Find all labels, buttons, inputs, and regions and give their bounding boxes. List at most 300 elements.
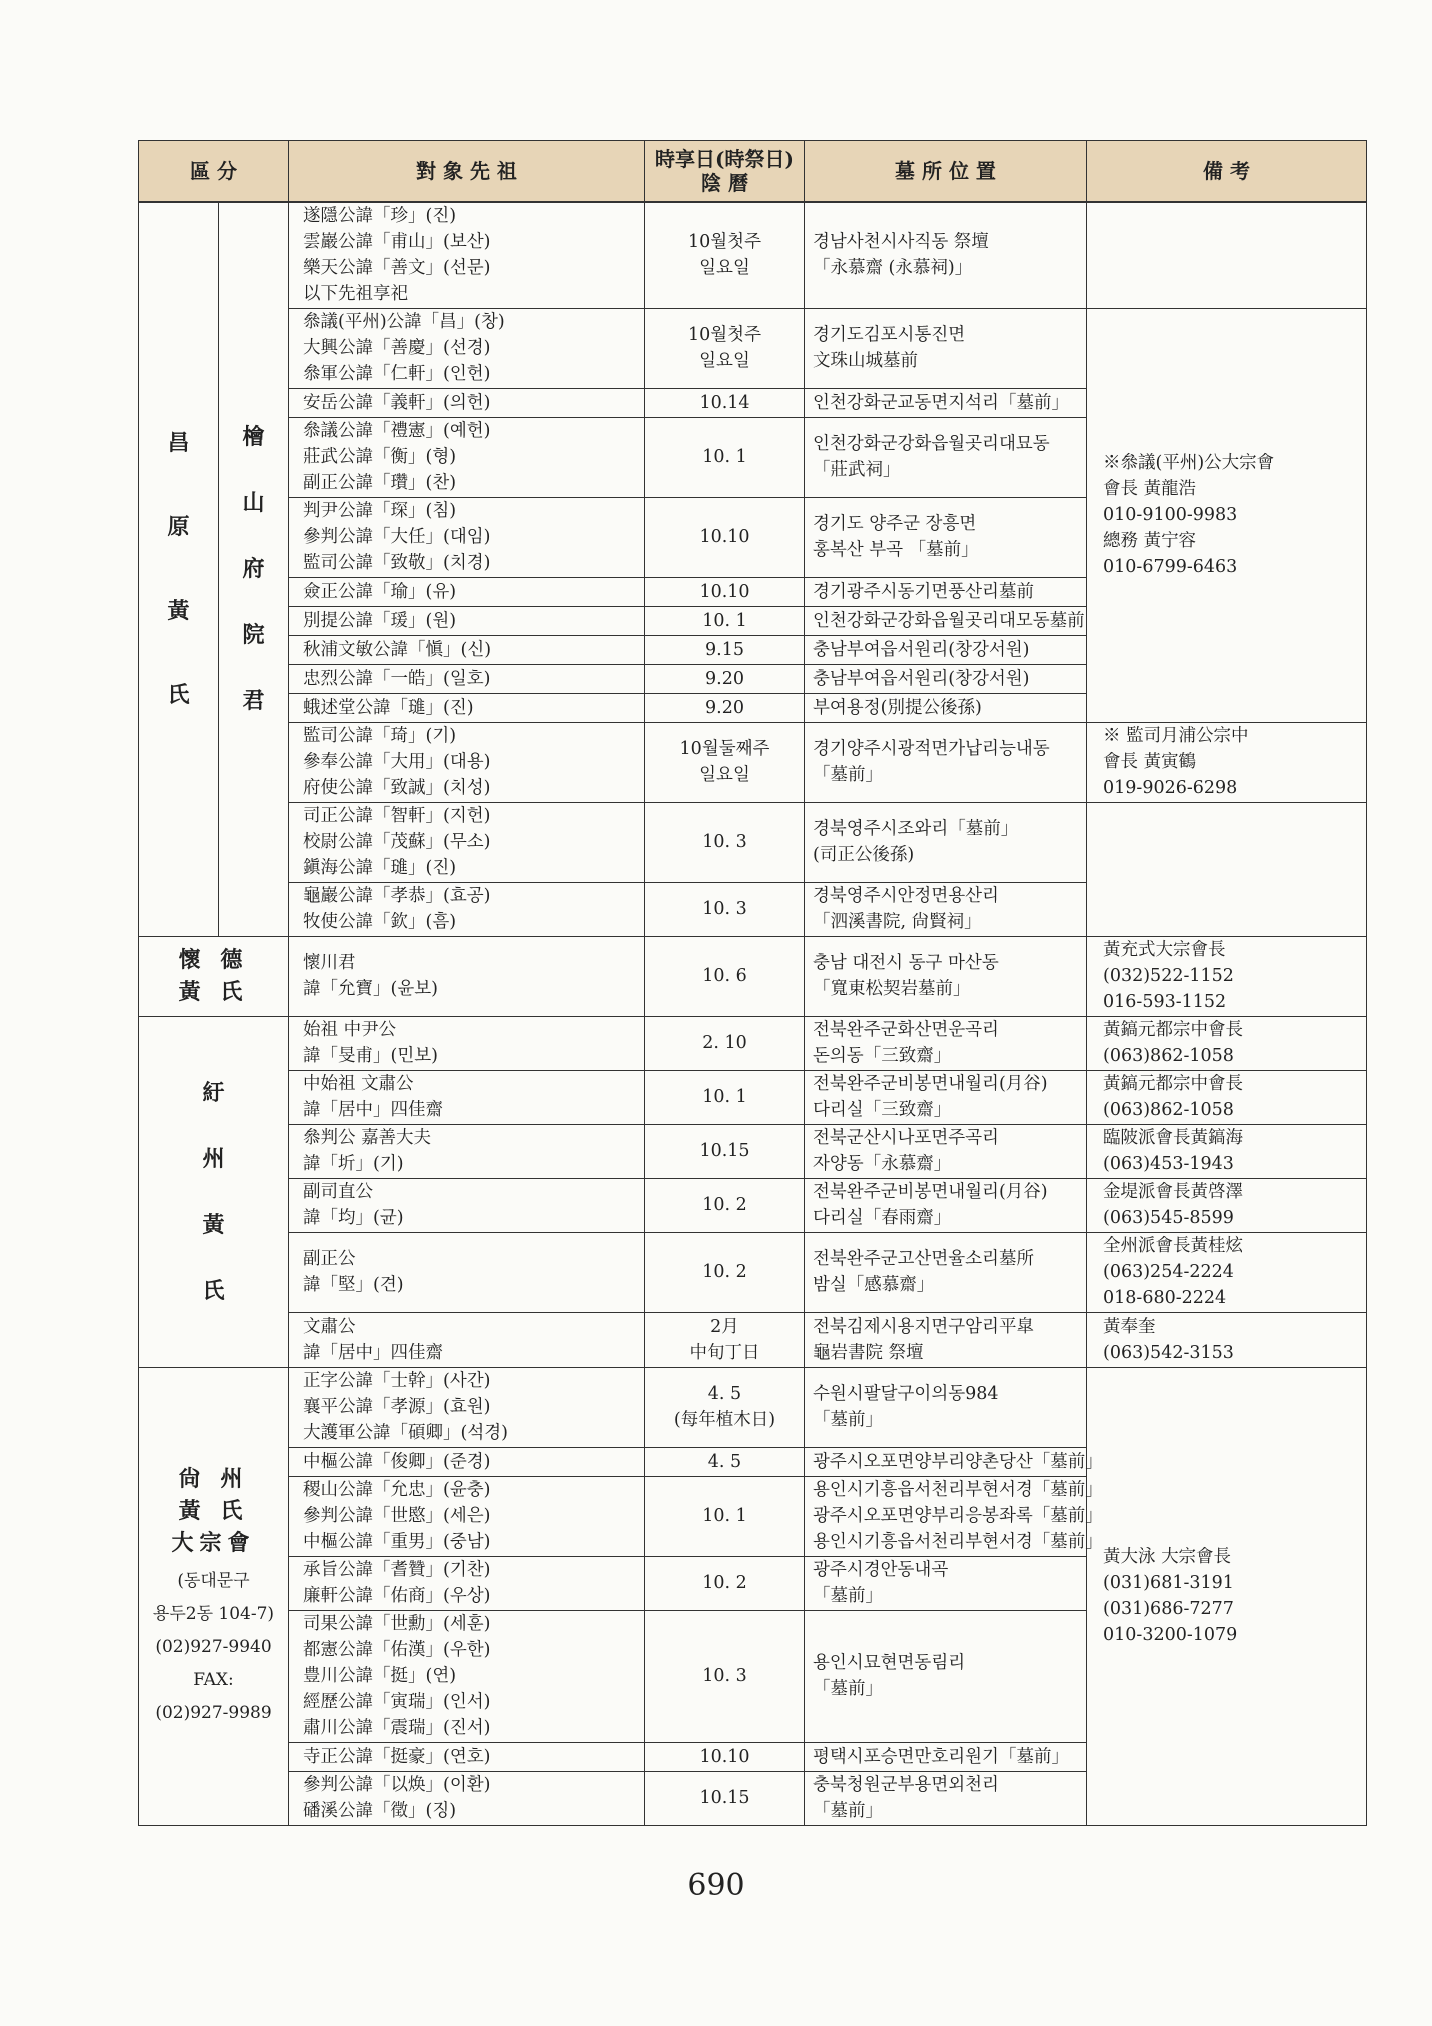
location-cell-line: 「莊武祠」	[813, 460, 901, 480]
date-cell	[645, 1771, 805, 1825]
note-cell-line: (063)862-1058	[1103, 1046, 1234, 1066]
ancestor-cell-line: 副司直公	[303, 1182, 373, 1202]
clan-yuju-cell	[139, 1016, 289, 1367]
location-cell-line: 전북완주군화산면운곡리	[813, 1020, 999, 1040]
date-cell	[645, 1610, 805, 1742]
ancestor-cell-line: 都憲公諱「佑漢」(우한)	[303, 1640, 491, 1660]
date-cell	[645, 577, 805, 606]
clan-name-line: 黃 氏	[178, 1497, 249, 1524]
date-cell	[645, 1124, 805, 1178]
ancestor-cell	[289, 1016, 645, 1070]
table-row	[139, 1070, 1367, 1124]
location-cell-line: 돈의동「三致齋」	[813, 1046, 952, 1066]
location-cell-line: 다리실「春雨齋」	[813, 1208, 952, 1228]
ancestor-cell	[289, 882, 645, 936]
date-cell-line: 10.10	[699, 1746, 750, 1767]
location-cell-line: 평택시포승면만호리원기「墓前」	[813, 1746, 1069, 1767]
location-cell-line: 전북완주군비봉면내월리(月谷)	[813, 1182, 1048, 1202]
clan-changwon-cell	[139, 202, 219, 936]
date-cell-line: 9.20	[705, 668, 744, 689]
location-cell	[805, 936, 1087, 1016]
ancestor-cell-line: 文肅公	[303, 1316, 356, 1337]
ancestor-cell-line: 副正公諱「瓚」(찬)	[303, 473, 457, 493]
date-cell-line: 10. 3	[702, 1666, 747, 1686]
note-cell	[1087, 722, 1367, 802]
clan-char: 君	[242, 688, 265, 715]
location-cell	[805, 1124, 1087, 1178]
location-cell-line: 경기양주시광적면가납리능내동	[813, 739, 1050, 759]
location-cell	[805, 1610, 1087, 1742]
location-cell-line: 인천강화군교동면지석리「墓前」	[813, 392, 1069, 413]
note-cell-line: 016-593-1152	[1103, 992, 1227, 1012]
date-cell	[645, 693, 805, 722]
location-cell-line: 경북영주시안정면용산리	[813, 886, 999, 906]
ancestor-cell	[289, 202, 645, 308]
date-cell-line: 4. 5	[707, 1451, 742, 1472]
ancestor-cell-line: 中樞公諱「重男」(중남)	[303, 1532, 491, 1552]
location-cell	[805, 1232, 1087, 1312]
note-cell-line: (063)453-1943	[1103, 1154, 1234, 1174]
ancestor-cell-line: 中始祖 文肅公	[303, 1074, 414, 1094]
ancestor-cell-line: 司正公諱「智軒」(지헌)	[303, 806, 491, 826]
ancestor-cell-line: 大興公諱「善慶」(선경)	[303, 338, 491, 358]
location-cell	[805, 1556, 1087, 1610]
location-cell	[805, 1312, 1087, 1367]
location-cell	[805, 635, 1087, 664]
location-cell	[805, 1742, 1087, 1771]
note-cell-line: 018-680-2224	[1103, 1288, 1227, 1308]
location-cell-line: 「墓前」	[813, 1586, 883, 1606]
date-cell	[645, 882, 805, 936]
date-cell-line: 10. 6	[702, 966, 747, 986]
date-cell	[645, 1016, 805, 1070]
location-cell-line: 「墓前」	[813, 765, 883, 785]
table-row	[139, 1367, 1367, 1447]
ancestor-cell	[289, 417, 645, 497]
date-cell-line: 9.15	[705, 639, 744, 660]
ancestor-cell-line: 副正公	[303, 1249, 356, 1269]
ancestor-cell-line: 正字公諱「士幹」(사간)	[303, 1371, 491, 1391]
date-cell	[645, 388, 805, 417]
clan-hoedeok-cell	[139, 936, 289, 1016]
ancestor-cell-line: 監司公諱「琦」(기)	[303, 726, 457, 746]
date-cell-line: 2. 10	[702, 1033, 747, 1053]
ancestor-cell-line: 秋浦文敏公諱「愼」(신)	[303, 639, 492, 660]
location-cell	[805, 1178, 1087, 1232]
location-cell-line: 수원시팔달구이의동984	[813, 1384, 999, 1404]
date-cell-line: 10. 3	[702, 899, 747, 919]
ancestor-cell	[289, 722, 645, 802]
ancestor-cell-line: 磻溪公諱「徵」(징)	[303, 1801, 457, 1821]
clan-address-line: 용두2동 104-7)	[152, 1603, 275, 1624]
date-cell	[645, 1232, 805, 1312]
location-cell	[805, 606, 1087, 635]
ancestor-cell-line: 懷川君	[303, 953, 356, 973]
location-cell-line: 전북완주군비봉면내월리(月谷)	[813, 1074, 1048, 1094]
location-cell	[805, 308, 1087, 388]
ancestor-cell-line: 監司公諱「致敬」(치경)	[303, 553, 491, 573]
date-cell	[645, 1367, 805, 1447]
location-cell	[805, 1447, 1103, 1476]
table-row	[139, 1232, 1367, 1312]
note-cell-line: 全州派會長黃桂炫	[1103, 1236, 1243, 1256]
header-ancestor: 對 象 先 祖	[289, 141, 645, 203]
table-row	[139, 1016, 1367, 1070]
ancestor-cell-line: 判尹公諱「琛」(침)	[303, 501, 457, 521]
location-cell-line: 「永慕齋 (永慕祠)」	[813, 258, 973, 279]
location-cell-line: 경기도 양주군 장흥면	[813, 514, 977, 534]
clan-char: 氏	[202, 1277, 225, 1304]
location-cell	[805, 664, 1087, 693]
location-cell-line: 인천강화군강화읍월곳리대모동墓前	[813, 610, 1085, 631]
clan-address-line: FAX:	[193, 1669, 234, 1690]
table-row	[139, 202, 1367, 308]
ancestor-cell-line: 諱「旻甫」(민보)	[303, 1046, 438, 1066]
clan-name-line: 黃 氏	[178, 979, 249, 1005]
location-cell-line: 용인시묘현면동림리	[813, 1653, 966, 1673]
clan-name-line: 懷 德	[178, 947, 249, 973]
note-cell	[1087, 1016, 1367, 1070]
location-cell-line: 경남사천시사직동 祭壇	[813, 232, 989, 253]
location-cell-line: 충남부여읍서원리(창강서원)	[813, 668, 1030, 689]
header-division: 區 分	[139, 141, 289, 203]
table-row	[139, 722, 1367, 802]
date-cell	[645, 664, 805, 693]
ancestor-cell	[289, 635, 645, 664]
table-row	[139, 802, 1367, 882]
date-cell	[645, 1178, 805, 1232]
table-row	[139, 308, 1367, 388]
note-cell	[1087, 202, 1367, 308]
table-row	[139, 936, 1367, 1016]
ancestor-cell-line: 叅軍公諱「仁軒」(인헌)	[303, 364, 491, 384]
ancestor-cell-line: 諱「堅」(견)	[303, 1275, 404, 1295]
ancestral-rites-table	[138, 140, 1367, 1826]
clan-char: 院	[242, 622, 265, 649]
ancestor-cell-line: 蛾述堂公諱「璡」(진)	[303, 697, 474, 718]
date-cell-line: 10.15	[699, 1141, 750, 1161]
ancestor-cell	[289, 1124, 645, 1178]
ancestor-cell-line: 諱「居中」四佳齋	[303, 1100, 443, 1120]
clan-char: 黃	[167, 598, 190, 625]
date-cell	[645, 417, 805, 497]
ancestor-cell	[289, 388, 645, 417]
location-cell	[805, 802, 1087, 882]
date-cell-line: 4. 5	[707, 1384, 742, 1404]
ancestor-cell	[289, 606, 645, 635]
date-cell-line: 10. 2	[702, 1262, 747, 1282]
page-number-text: 690	[687, 1868, 745, 1903]
clan-address-line: (02)927-9940	[155, 1636, 272, 1657]
location-cell-line: 「墓前」	[813, 1801, 883, 1821]
ancestor-cell	[289, 1070, 645, 1124]
note-cell-line: (063)254-2224	[1103, 1262, 1234, 1282]
ancestor-cell	[289, 1178, 645, 1232]
date-cell-line: 일요일	[699, 258, 750, 279]
location-cell-line: 경북영주시조와리「墓前」	[813, 819, 1019, 839]
location-cell-line: 「寬東松契岩墓前」	[813, 979, 971, 999]
note-cell	[1087, 1178, 1367, 1232]
date-cell	[645, 1742, 805, 1771]
location-cell-line: 홍복산 부곡 「墓前」	[813, 540, 979, 560]
ancestor-cell	[289, 1312, 645, 1367]
location-cell-line: 자양동「永慕齋」	[813, 1154, 952, 1174]
clan-char: 黃	[202, 1211, 225, 1238]
note-cell-line: 010-3200-1079	[1103, 1625, 1238, 1645]
location-cell-line: 「泗溪書院, 尙賢祠」	[813, 912, 982, 932]
ancestor-cell-line: 校尉公諱「茂蘇」(무소)	[303, 832, 491, 852]
ancestor-cell-line: 中樞公諱「俊卿」(준경)	[303, 1451, 491, 1472]
ancestor-cell-line: 鎭海公諱「璡」(진)	[303, 858, 457, 878]
note-cell-line: 019-9026-6298	[1103, 778, 1238, 798]
note-cell	[1087, 802, 1367, 936]
date-cell-line: 10. 1	[702, 1087, 747, 1107]
note-cell	[1087, 1232, 1367, 1312]
location-cell-line: 용인시기흥읍서천리부현서경「墓前」	[813, 1480, 1103, 1500]
location-cell	[805, 693, 1087, 722]
location-cell-line: 밤실「感慕齋」	[813, 1275, 935, 1295]
date-cell-line: 10. 1	[702, 447, 747, 467]
note-cell-line: 會長 黃龍浩	[1103, 479, 1197, 499]
note-cell-line: ※ 監司月浦公宗中	[1103, 726, 1249, 746]
date-cell-line: 10.14	[699, 392, 750, 413]
header-date-line2: 陰 曆	[701, 171, 748, 195]
date-cell	[645, 202, 805, 308]
ancestor-cell	[289, 1367, 645, 1447]
ancestor-cell	[289, 1556, 645, 1610]
ancestor-cell-line: 叅議(平州)公諱「昌」(창)	[303, 312, 505, 332]
ancestor-cell-line: 豊川公諱「挺」(연)	[303, 1666, 457, 1686]
header-date-line1: 時享日(時祭日)	[655, 147, 794, 171]
ancestor-cell	[289, 1476, 645, 1556]
date-cell	[645, 635, 805, 664]
ancestor-cell-line: 承旨公諱「耆贊」(기찬)	[303, 1560, 491, 1580]
ancestor-cell-line: 樂天公諱「善文」(선문)	[303, 258, 491, 279]
date-cell-line: (每年植木日)	[673, 1410, 776, 1430]
location-cell-line: 「墓前」	[813, 1679, 883, 1699]
ancestor-cell-line: 寺正公諱「挺豪」(연호)	[303, 1746, 491, 1767]
ancestor-cell	[289, 664, 645, 693]
table-row	[139, 1124, 1367, 1178]
note-cell-line: (032)522-1152	[1103, 966, 1234, 986]
ancestor-cell-line: 府使公諱「致誠」(치성)	[303, 778, 491, 798]
location-cell-line: 광주시오포면양부리응봉좌록「墓前」	[813, 1506, 1103, 1526]
note-cell-line: 臨陂派會長黃鎬海	[1103, 1128, 1243, 1148]
page-number	[0, 1868, 1432, 1903]
location-cell	[805, 577, 1087, 606]
ancestor-cell	[289, 936, 645, 1016]
note-cell-line: (063)542-3153	[1103, 1342, 1234, 1363]
ancestor-cell-line: 諱「允寶」(윤보)	[303, 979, 438, 999]
clan-name-line: 大宗會	[171, 1529, 256, 1556]
date-cell	[645, 606, 805, 635]
location-cell	[805, 1016, 1087, 1070]
ancestor-cell	[289, 497, 645, 577]
date-cell	[645, 1312, 805, 1367]
note-cell-line: 黃鎬元都宗中會長	[1103, 1020, 1243, 1040]
note-cell-line: 010-9100-9983	[1103, 505, 1238, 525]
location-cell	[805, 388, 1087, 417]
ancestor-cell-line: 始祖 中尹公	[303, 1020, 397, 1040]
clan-char: 紆	[202, 1079, 225, 1106]
date-cell-line: 10.10	[699, 581, 750, 602]
clan-address-line: (동대문구	[177, 1570, 250, 1591]
location-cell-line: 용인시기흥읍서천리부현서경「墓前」	[813, 1532, 1103, 1552]
location-cell-line: 광주시경안동내곡	[813, 1560, 949, 1580]
location-cell-line: (司正公後孫)	[813, 845, 915, 865]
location-cell-line: 전북완주군고산면율소리墓所	[813, 1249, 1034, 1269]
location-cell	[805, 1070, 1087, 1124]
location-cell-line: 龜岩書院 祭壇	[813, 1342, 924, 1363]
ancestor-cell-line: 襄平公諱「孝源」(효원)	[303, 1397, 491, 1417]
clan-char: 昌	[167, 430, 190, 457]
ancestor-cell-line: 參判公諱「大任」(대임)	[303, 527, 491, 547]
location-cell-line: 충남부여읍서원리(창강서원)	[813, 639, 1030, 660]
note-cell	[1087, 1312, 1367, 1367]
note-cell	[1087, 936, 1367, 1016]
ancestor-cell-line: 參判公諱「以焕」(이환)	[303, 1775, 491, 1795]
clan-char: 原	[167, 514, 190, 541]
ancestor-cell-line: 諱「均」(균)	[303, 1208, 404, 1228]
date-cell	[645, 1447, 805, 1476]
clan-char: 氏	[167, 682, 190, 709]
note-cell-line: 總務 黃宁容	[1103, 531, 1197, 551]
ancestor-cell	[289, 308, 645, 388]
ancestor-cell	[289, 1610, 645, 1742]
ancestor-cell	[289, 693, 645, 722]
date-cell-line: 10월둘째주	[679, 739, 770, 759]
ancestor-cell-line: 安岳公諱「義軒」(의헌)	[303, 392, 491, 413]
date-cell	[645, 722, 805, 802]
clan-address-line: (02)927-9989	[155, 1702, 272, 1723]
clan-char: 山	[242, 490, 265, 517]
note-cell-line: (031)686-7277	[1103, 1599, 1234, 1619]
note-cell-line: 010-6799-6463	[1103, 557, 1238, 577]
location-cell	[805, 722, 1087, 802]
ancestor-cell	[289, 1232, 645, 1312]
note-cell-line: (063)862-1058	[1103, 1100, 1234, 1120]
ancestor-cell-line: 雲巖公諱「甫山」(보산)	[303, 232, 491, 253]
date-cell-line: 10. 2	[702, 1195, 747, 1215]
location-cell-line: 인천강화군강화읍월곳리대묘동	[813, 434, 1050, 454]
date-cell-line: 10월첫주	[688, 232, 761, 253]
location-cell-line: 다리실「三致齋」	[813, 1100, 952, 1120]
ancestor-cell-line: 大護軍公諱「碩卿」(석경)	[303, 1423, 508, 1443]
date-cell-line: 10.10	[699, 527, 750, 547]
note-cell-line: (031)681-3191	[1103, 1573, 1234, 1593]
note-cell-line: ※叅議(平州)公大宗會	[1103, 453, 1275, 473]
table-body	[139, 202, 1367, 1825]
ancestor-cell-line: 叅議公諱「禮憲」(예헌)	[303, 421, 491, 441]
date-cell-line: 일요일	[699, 765, 750, 785]
ancestor-cell	[289, 1742, 645, 1771]
note-cell-line: 黃鎬元都宗中會長	[1103, 1074, 1243, 1094]
ancestor-cell-line: 司果公諱「世勳」(세훈)	[303, 1614, 491, 1634]
location-cell	[805, 417, 1087, 497]
location-cell-line: 충북청원군부용면외천리	[813, 1775, 999, 1795]
clan-sangju-cell	[139, 1367, 289, 1825]
date-cell-line: 10. 3	[702, 832, 747, 852]
ancestor-cell-line: 叅判公 嘉善大夫	[303, 1128, 432, 1148]
location-cell	[805, 1476, 1103, 1556]
note-cell	[1087, 308, 1367, 722]
location-cell-line: 전북군산시나포면주곡리	[813, 1128, 999, 1148]
date-cell-line: 2月	[710, 1316, 739, 1337]
date-cell	[645, 1476, 805, 1556]
ancestor-cell	[289, 1447, 645, 1476]
note-cell-line: (063)545-8599	[1103, 1208, 1234, 1228]
ancestor-cell-line: 以下先祖享祀	[303, 284, 408, 305]
date-cell-line: 일요일	[699, 351, 750, 371]
table-row	[139, 1178, 1367, 1232]
note-cell-line: 黃奉奎	[1103, 1316, 1156, 1337]
table-row	[139, 1312, 1367, 1367]
ancestor-cell-line: 廉軒公諱「佑商」(우상)	[303, 1586, 491, 1606]
note-cell-line: 金堤派會長黃啓澤	[1103, 1182, 1243, 1202]
ancestor-cell-line: 牧使公諱「欽」(흠)	[303, 912, 457, 932]
location-cell-line: 부여용정(別提公後孫)	[813, 697, 982, 718]
ancestor-cell-line: 別提公諱「瑗」(원)	[303, 610, 457, 631]
location-cell	[805, 1367, 1087, 1447]
ancestor-cell-line: 僉正公諱「瑜」(유)	[303, 581, 457, 602]
note-cell	[1087, 1070, 1367, 1124]
clan-char: 府	[242, 556, 265, 583]
note-cell	[1087, 1367, 1367, 1825]
table-header-row	[139, 141, 1367, 203]
date-cell	[645, 1556, 805, 1610]
location-cell-line: 경기도김포시통진면	[813, 325, 966, 345]
location-cell-line: 충남 대전시 동구 마산동	[813, 953, 999, 973]
note-cell	[1087, 1124, 1367, 1178]
date-cell-line: 10월첫주	[688, 325, 761, 345]
date-cell	[645, 802, 805, 882]
header-note: 備 考	[1087, 141, 1367, 203]
ancestor-cell-line: 莊武公諱「衡」(형)	[303, 447, 457, 467]
subclan-hoesan-cell	[219, 202, 289, 936]
ancestor-cell-line: 稷山公諱「允忠」(윤충)	[303, 1480, 491, 1500]
location-cell	[805, 202, 1087, 308]
note-cell-line: 黃大泳 大宗會長	[1103, 1547, 1232, 1567]
location-cell-line: 전북김제시용지면구암리平皐	[813, 1316, 1034, 1337]
date-cell-line: 10.15	[699, 1788, 750, 1808]
ancestor-cell-line: 龜巖公諱「孝恭」(효공)	[303, 886, 491, 906]
location-cell	[805, 882, 1087, 936]
ancestor-cell	[289, 1771, 645, 1825]
date-cell-line: 中旬丁日	[689, 1342, 760, 1363]
note-cell-line: 會長 黃寅鶴	[1103, 752, 1197, 772]
ancestor-cell-line: 肅川公諱「震瑞」(진서)	[303, 1718, 491, 1738]
ancestor-cell	[289, 577, 645, 606]
ancestor-cell-line: 忠烈公諱「一皓」(일호)	[303, 668, 491, 689]
location-cell-line: 「墓前」	[813, 1410, 883, 1430]
date-cell-line: 9.20	[705, 697, 744, 718]
date-cell-line: 10. 1	[702, 610, 747, 631]
clan-char: 檜	[242, 424, 265, 451]
location-cell-line: 경기광주시동기면풍산리墓前	[813, 581, 1034, 602]
header-location: 墓 所 位 置	[805, 141, 1087, 203]
clan-char: 州	[202, 1145, 225, 1172]
location-cell-line: 광주시오포면양부리양촌당산「墓前」	[813, 1451, 1103, 1472]
date-cell	[645, 308, 805, 388]
date-cell	[645, 1070, 805, 1124]
clan-name-line: 尙 州	[178, 1465, 249, 1492]
ancestor-cell-line: 遂隱公諱「珍」(진)	[303, 206, 457, 227]
date-cell	[645, 936, 805, 1016]
date-cell-line: 10. 1	[702, 1506, 747, 1526]
ancestor-cell-line: 諱「居中」四佳齋	[303, 1342, 443, 1363]
note-cell-line: 黃充式大宗會長	[1103, 940, 1226, 960]
ancestor-cell-line: 參奉公諱「大用」(대용)	[303, 752, 491, 772]
